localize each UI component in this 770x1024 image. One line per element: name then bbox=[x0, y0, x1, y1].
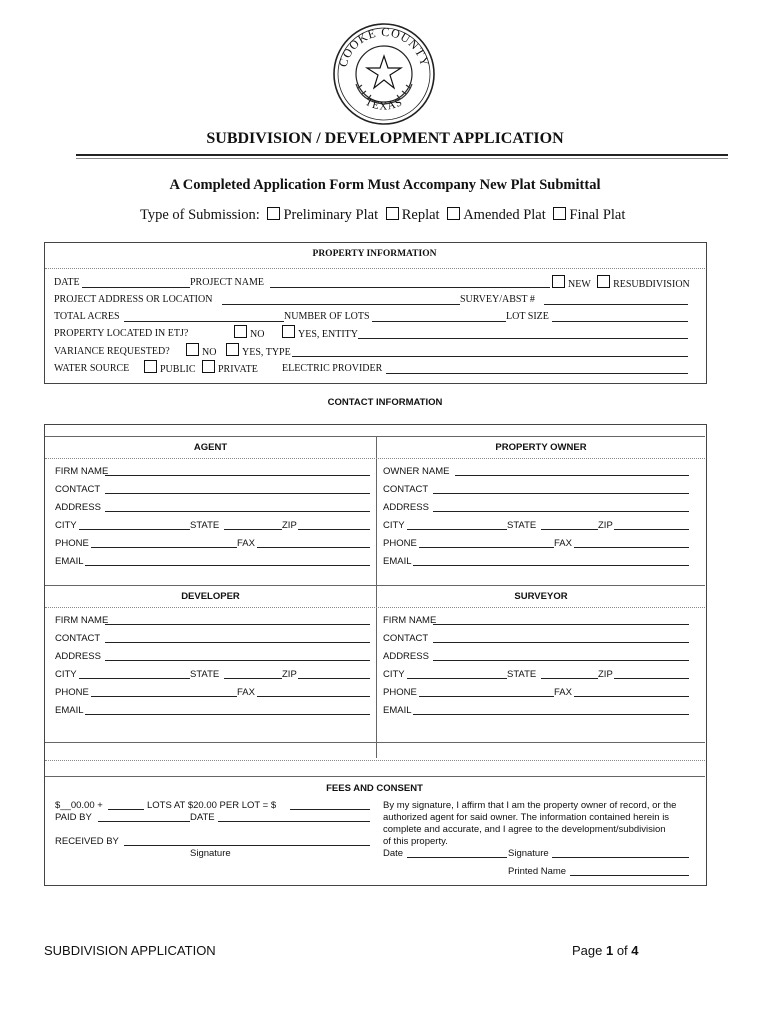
variance-type-field[interactable] bbox=[292, 356, 688, 357]
agent-fax-label: FAX bbox=[237, 538, 255, 549]
page-title: SUBDIVISION / DEVELOPMENT APPLICATION bbox=[206, 130, 564, 147]
etj-no-label: NO bbox=[250, 329, 265, 340]
variance-yes-option bbox=[222, 343, 291, 358]
variance-label: VARIANCE REQUESTED? bbox=[54, 346, 170, 357]
date-label: DATE bbox=[54, 277, 80, 288]
developer-state-field[interactable] bbox=[224, 678, 282, 679]
agent-phone-field[interactable] bbox=[91, 547, 237, 548]
surveyor-state-label: STATE bbox=[507, 669, 537, 680]
agent-firm-label: FIRM NAME bbox=[55, 466, 109, 477]
total-acres-field[interactable] bbox=[124, 321, 284, 322]
owner-email-field[interactable] bbox=[413, 565, 689, 566]
subtitle: A Completed Application Form Must Accompany New Plat Submittal bbox=[169, 177, 601, 193]
new-checkbox[interactable] bbox=[552, 275, 565, 288]
final-plat-checkbox[interactable] bbox=[553, 207, 566, 220]
consent-line-3: complete and accurate, and I agree to the development/subdivision bbox=[383, 824, 666, 835]
developer-phone-label: PHONE bbox=[55, 687, 89, 698]
total-pages: 4 bbox=[631, 943, 639, 958]
project-name-field[interactable] bbox=[270, 287, 550, 288]
total-acres-label: TOTAL ACRES bbox=[54, 311, 120, 322]
surveyor-address-label: ADDRESS bbox=[383, 651, 429, 662]
surveyor-city-field[interactable] bbox=[407, 678, 507, 679]
developer-city-label: CITY bbox=[55, 669, 77, 680]
agent-firm-field[interactable] bbox=[105, 475, 370, 476]
survey-label: SURVEY/ABST # bbox=[460, 294, 535, 305]
project-name-label: PROJECT NAME bbox=[190, 277, 264, 288]
number-of-lots-field[interactable] bbox=[372, 321, 506, 322]
surveyor-address-field[interactable] bbox=[433, 660, 689, 661]
survey-field[interactable] bbox=[544, 304, 688, 305]
submission-row bbox=[140, 207, 625, 224]
agent-email-field[interactable] bbox=[85, 565, 370, 566]
lot-size-label: LOT SIZE bbox=[506, 311, 549, 322]
private-checkbox[interactable] bbox=[202, 360, 215, 373]
fee-calculation-text: LOTS AT $20.00 PER LOT = $ bbox=[147, 800, 277, 811]
agent-contact-field[interactable] bbox=[105, 493, 370, 494]
project-address-label: PROJECT ADDRESS OR LOCATION bbox=[54, 294, 213, 305]
owner-city-field[interactable] bbox=[407, 529, 507, 530]
surveyor-city-label: CITY bbox=[383, 669, 405, 680]
developer-fax-label: FAX bbox=[237, 687, 255, 698]
resubdivision-checkbox[interactable] bbox=[597, 275, 610, 288]
electric-provider-field[interactable] bbox=[386, 373, 688, 374]
developer-firm-label: FIRM NAME bbox=[55, 615, 109, 626]
etj-no-option bbox=[230, 325, 264, 340]
developer-state-label: STATE bbox=[190, 669, 220, 680]
page-mid: of bbox=[613, 943, 632, 958]
water-source-label: WATER SOURCE bbox=[54, 363, 130, 374]
number-of-lots-label: NUMBER OF LOTS bbox=[284, 311, 370, 322]
agent-zip-label: ZIP bbox=[282, 520, 297, 531]
preliminary-plat-label: Preliminary Plat bbox=[283, 207, 379, 223]
surveyor-zip-field[interactable] bbox=[614, 678, 689, 679]
agent-fax-field[interactable] bbox=[257, 547, 370, 548]
surveyor-fax-field[interactable] bbox=[574, 696, 689, 697]
seal-top-text: COOKE COUNTY bbox=[335, 24, 433, 69]
public-option bbox=[140, 360, 196, 375]
private-label: PRIVATE bbox=[218, 364, 258, 375]
agent-city-field[interactable] bbox=[79, 529, 190, 530]
agent-email-label: EMAIL bbox=[55, 556, 84, 567]
developer-email-field[interactable] bbox=[85, 714, 370, 715]
owner-city-label: CITY bbox=[383, 520, 405, 531]
paid-by-label: PAID BY bbox=[55, 812, 92, 823]
current-page: 1 bbox=[605, 943, 614, 958]
submission-label: Type of Submission: bbox=[140, 207, 260, 223]
etj-label: PROPERTY LOCATED IN ETJ? bbox=[54, 328, 189, 339]
public-checkbox[interactable] bbox=[144, 360, 157, 373]
surveyor-firm-field[interactable] bbox=[433, 624, 689, 625]
etj-entity-field[interactable] bbox=[358, 338, 688, 339]
surveyor-email-label: EMAIL bbox=[383, 705, 412, 716]
property-information-header: PROPERTY INFORMATION bbox=[312, 249, 437, 259]
surveyor-contact-field[interactable] bbox=[433, 642, 689, 643]
agent-address-field[interactable] bbox=[105, 511, 370, 512]
agent-contact-label: CONTACT bbox=[55, 484, 101, 495]
footer-title: SUBDIVISION APPLICATION bbox=[44, 943, 216, 958]
owner-firm-field[interactable] bbox=[455, 475, 689, 476]
consent-line-2: authorized agent for said owner. The information contained herein is bbox=[383, 812, 670, 823]
owner-fax-label: FAX bbox=[554, 538, 572, 549]
variance-yes-label: YES, TYPE bbox=[242, 347, 291, 358]
etj-yes-option bbox=[278, 325, 358, 340]
developer-address-label: ADDRESS bbox=[55, 651, 101, 662]
printed-name-label: Printed Name bbox=[508, 866, 567, 877]
fee-prefix: $__00.00 + bbox=[55, 800, 103, 811]
surveyor-contact-label: CONTACT bbox=[383, 633, 429, 644]
developer-header: DEVELOPER bbox=[181, 591, 240, 602]
received-by-field[interactable] bbox=[124, 845, 370, 846]
owner-contact-label: CONTACT bbox=[383, 484, 429, 495]
county-seal bbox=[332, 22, 436, 126]
private-option bbox=[198, 360, 258, 375]
preliminary-plat-checkbox[interactable] bbox=[267, 207, 280, 220]
electric-provider-label: ELECTRIC PROVIDER bbox=[282, 363, 383, 374]
fee-date-field[interactable] bbox=[218, 821, 370, 822]
surveyor-zip-label: ZIP bbox=[598, 669, 613, 680]
consent-line-4: of this property. bbox=[383, 836, 448, 847]
variance-no-checkbox[interactable] bbox=[186, 343, 199, 356]
consent-date-label: Date bbox=[383, 848, 404, 859]
variance-no-label: NO bbox=[202, 347, 217, 358]
lot-count-field[interactable] bbox=[108, 809, 144, 810]
owner-address-field[interactable] bbox=[433, 511, 689, 512]
consent-signature-label: Signature bbox=[508, 848, 549, 859]
amended-plat-checkbox[interactable] bbox=[447, 207, 460, 220]
owner-email-label: EMAIL bbox=[383, 556, 412, 567]
surveyor-header: SURVEYOR bbox=[514, 591, 568, 602]
replat-checkbox[interactable] bbox=[386, 207, 399, 220]
developer-address-field[interactable] bbox=[105, 660, 370, 661]
developer-fax-field[interactable] bbox=[257, 696, 370, 697]
consent-signature-field[interactable] bbox=[552, 857, 689, 858]
project-address-field[interactable] bbox=[222, 304, 460, 305]
agent-state-label: STATE bbox=[190, 520, 220, 531]
seal-bottom-text: TEXAS bbox=[363, 95, 405, 113]
surveyor-email-field[interactable] bbox=[413, 714, 689, 715]
paid-by-field[interactable] bbox=[98, 821, 190, 822]
developer-contact-field[interactable] bbox=[105, 642, 370, 643]
owner-fax-field[interactable] bbox=[574, 547, 689, 548]
developer-contact-label: CONTACT bbox=[55, 633, 101, 644]
page-prefix: Page bbox=[572, 943, 606, 958]
owner-contact-field[interactable] bbox=[433, 493, 689, 494]
owner-address-label: ADDRESS bbox=[383, 502, 429, 513]
new-option bbox=[548, 275, 690, 290]
svg-text:TEXAS bbox=[363, 96, 405, 113]
agent-city-label: CITY bbox=[55, 520, 77, 531]
fee-date-label: DATE bbox=[190, 812, 215, 823]
etj-yes-checkbox[interactable] bbox=[282, 325, 295, 338]
fee-total-field[interactable] bbox=[290, 809, 370, 810]
developer-zip-field[interactable] bbox=[298, 678, 370, 679]
agent-state-field[interactable] bbox=[224, 529, 282, 530]
variance-yes-checkbox[interactable] bbox=[226, 343, 239, 356]
printed-name-field[interactable] bbox=[570, 875, 689, 876]
property-owner-header: PROPERTY OWNER bbox=[495, 442, 587, 453]
agent-address-label: ADDRESS bbox=[55, 502, 101, 513]
surveyor-firm-label: FIRM NAME bbox=[383, 615, 437, 626]
svg-text:COOKE COUNTY bbox=[336, 25, 433, 69]
resubdivision-label: RESUBDIVISION bbox=[613, 279, 690, 290]
lot-size-field[interactable] bbox=[552, 321, 688, 322]
consent-line-1: By my signature, I affirm that I am the property owner of record, or the bbox=[383, 800, 677, 811]
title-rule bbox=[76, 154, 728, 156]
fees-consent-header: FEES AND CONSENT bbox=[326, 783, 423, 794]
received-by-label: RECEIVED BY bbox=[55, 836, 119, 847]
final-plat-label: Final Plat bbox=[569, 207, 626, 223]
agent-zip-field[interactable] bbox=[298, 529, 370, 530]
agent-phone-label: PHONE bbox=[55, 538, 89, 549]
consent-date-field[interactable] bbox=[407, 857, 507, 858]
developer-firm-field[interactable] bbox=[105, 624, 370, 625]
owner-firm-label: OWNER NAME bbox=[383, 466, 450, 477]
developer-zip-label: ZIP bbox=[282, 669, 297, 680]
signature-caption: Signature bbox=[190, 848, 231, 859]
surveyor-phone-label: PHONE bbox=[383, 687, 417, 698]
developer-city-field[interactable] bbox=[79, 678, 190, 679]
surveyor-phone-field[interactable] bbox=[419, 696, 554, 697]
developer-phone-field[interactable] bbox=[91, 696, 237, 697]
etj-yes-label: YES, ENTITY bbox=[298, 329, 358, 340]
title-rule-thin bbox=[76, 158, 728, 159]
public-label: PUBLIC bbox=[160, 364, 196, 375]
surveyor-fax-label: FAX bbox=[554, 687, 572, 698]
owner-state-field[interactable] bbox=[541, 529, 598, 530]
owner-phone-field[interactable] bbox=[419, 547, 554, 548]
variance-no-option bbox=[182, 343, 216, 358]
etj-no-checkbox[interactable] bbox=[234, 325, 247, 338]
owner-zip-label: ZIP bbox=[598, 520, 613, 531]
contact-information-header: CONTACT INFORMATION bbox=[327, 397, 443, 408]
new-label: NEW bbox=[568, 279, 591, 290]
amended-plat-label: Amended Plat bbox=[463, 207, 546, 223]
owner-phone-label: PHONE bbox=[383, 538, 417, 549]
owner-zip-field[interactable] bbox=[614, 529, 689, 530]
replat-label: Replat bbox=[401, 207, 440, 223]
agent-header: AGENT bbox=[193, 442, 228, 453]
developer-email-label: EMAIL bbox=[55, 705, 84, 716]
date-field[interactable] bbox=[82, 287, 190, 288]
surveyor-state-field[interactable] bbox=[541, 678, 598, 679]
owner-state-label: STATE bbox=[507, 520, 537, 531]
page-number bbox=[572, 943, 639, 958]
